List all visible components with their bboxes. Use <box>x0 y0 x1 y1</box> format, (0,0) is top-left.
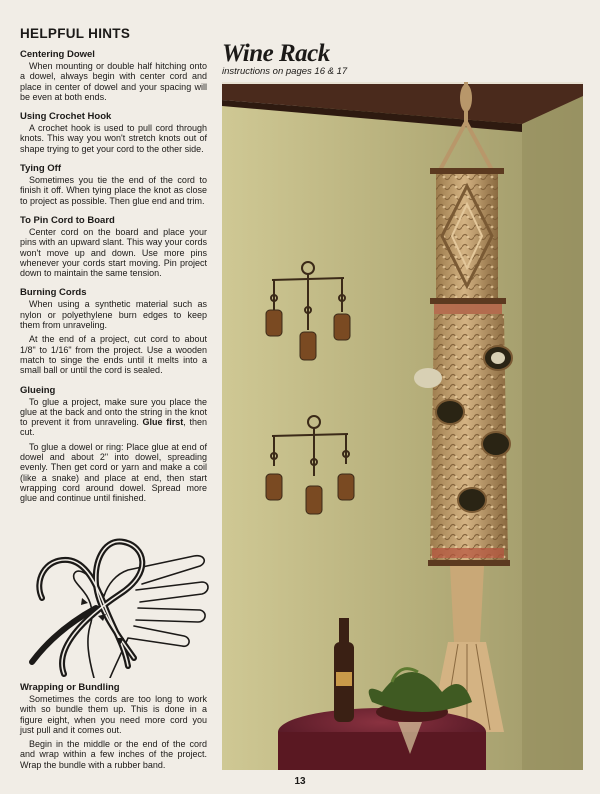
hint-tying-off <box>20 163 207 206</box>
hint-crochet-hook <box>20 111 207 154</box>
glue-first-emphasis: Glue first <box>142 417 184 428</box>
hint-paragraph: A crochet hook is used to pull cord through knots. This way you won't stretch knots out of shape trying to get your cord to the other side. <box>20 123 207 154</box>
hint-paragraph: Center cord on the board and place your pins with an upward slant. This way your cords won't move up and down. Use more pins whenever your cords start moving. Pin project down to maintain the same tension. <box>20 226 207 279</box>
hint-title: Burning Cords <box>20 287 87 299</box>
hint-title: Tying Off <box>20 163 61 175</box>
hint-title: To Pin Cord to Board <box>20 214 115 226</box>
hint-pin-cord <box>20 215 207 278</box>
hint-burning-cords <box>20 287 207 375</box>
page-number: 13 <box>294 776 306 787</box>
feature-title: Wine Rack <box>222 40 330 67</box>
hint-title: Centering Dowel <box>20 49 95 60</box>
wine-rack-photo <box>222 82 583 770</box>
hint-centering-dowel <box>20 49 207 102</box>
page-heading: HELPFUL HINTS <box>20 26 131 41</box>
glueing-text: To glue a project, make sure you place the glue at the back and onto the string in the knot to prevent it from unraveling. <box>20 396 207 428</box>
feature-subtitle: instructions on pages 16 & 17 <box>222 66 348 77</box>
hint-glueing <box>20 385 207 504</box>
hint-paragraph: At the end of a project, cut cord to about 1/8" to 1/16" from the project. Use a wooden match to singe the ends until it melts into a small ball or until the cord is sealed. <box>20 334 207 376</box>
hint-paragraph: Begin in the middle or the end of the cord and wrap within a few inches of the project. Wrap the bundle with a rubber band. <box>20 739 207 770</box>
hint-paragraph: Sometimes you tie the end of the cord to finish it off. When tying place the knot as close to project as possible. Then glue end and trim. <box>20 175 207 206</box>
hint-wrapping-bundling <box>20 682 207 774</box>
hint-paragraph <box>20 397 207 438</box>
hint-title: Using Crochet Hook <box>20 111 112 123</box>
hand-figure-eight-illustration <box>24 528 210 678</box>
hint-paragraph: Sometimes the cords are too long to work with so bundle them up. This is done in a figure eight, when you need more cord you just pull and it comes out. <box>20 694 207 735</box>
hint-paragraph: When using a synthetic material such as nylon or polyethylene burn edges to keep them from unraveling. <box>20 299 207 331</box>
glueing-text-tail: , then cut. <box>20 417 207 438</box>
hint-title: Glueing <box>20 384 56 396</box>
hint-paragraph: To glue a dowel or ring: Place glue at end of dowel and about 2" into dowel, spreading evenly. Then get cord or yarn and make a coil (like a snake) and place at end, then start wrapping cord around dowel. Spread more glue and continue until finished. <box>20 441 207 504</box>
hint-paragraph: When mounting or double half hitching onto a dowel, always begin with center cord and place in center of dowel and your spacing will be even at both ends. <box>20 61 207 102</box>
helpful-hints-column <box>20 26 207 513</box>
hint-title: Wrapping or Bundling <box>20 682 120 693</box>
